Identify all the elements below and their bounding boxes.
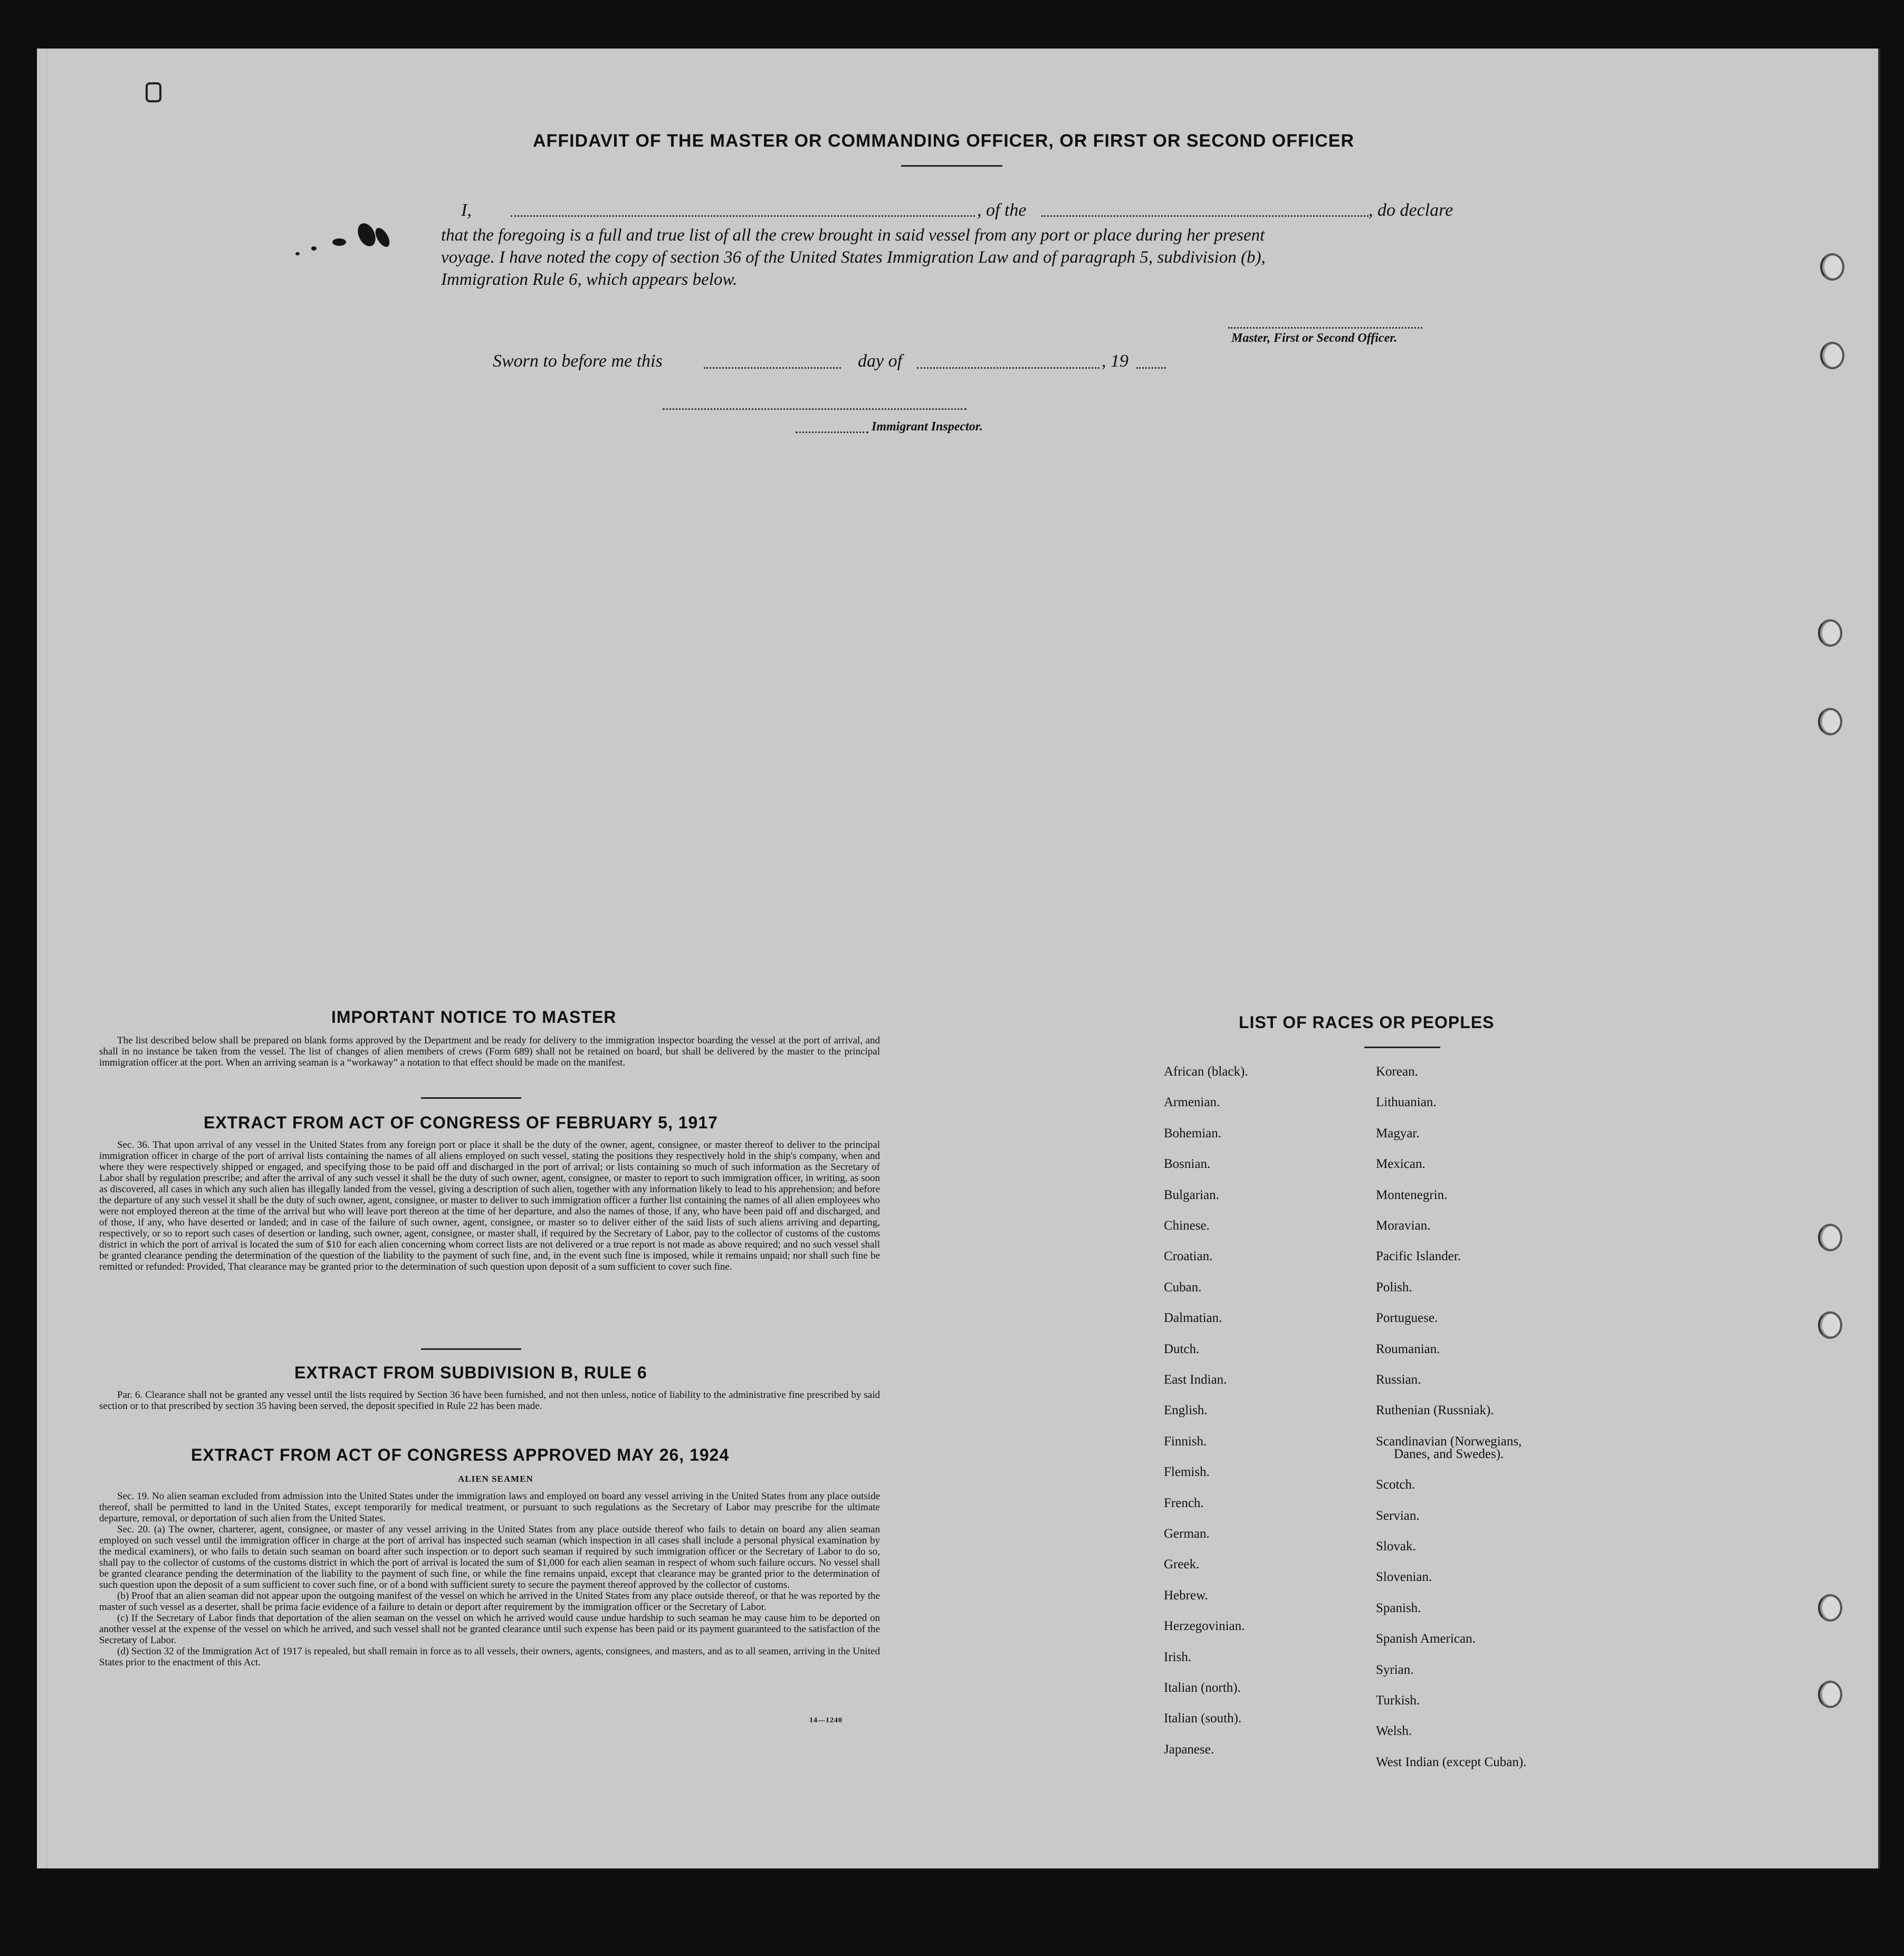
race-item: Russian. — [1376, 1373, 1421, 1387]
title-divider — [901, 165, 1002, 167]
race-item: Korean. — [1376, 1065, 1418, 1079]
year-label: , 19 — [1102, 351, 1128, 371]
day-of-label: day of — [858, 351, 903, 371]
extract-1924-paragraph: Sec. 20. (a) The owner, charterer, agent, consignee, or master of any vessel arriving in the United States from any place outside thereof who fails to detain on board any alien seaman employed on such vessel until the immigration officer in charge at the port of arrival has inspected such seaman (which inspection in all cases shall include a personal physical examination by the medical examiners), or who fails to detain such seaman on board after such inspection or to deport such seaman if required by such immigration officer or the Secretary of Labor to do so, shall pay to the collector of customs of the customs district in which the port of arrival is located the sum of $1,000 for each alien seaman in respect of whom such failure occurs. No vessel shall be granted clearance pending the determination of the liability to the payment of such fine, or while the fine remains unpaid, except that clearance may be granted prior to the determination of such question upon the deposit of a sum sufficient to cover such fine, or of a bond with sufficient surety to secure the payment thereof approved by the collector of customs. — [99, 1524, 880, 1590]
race-item: Ruthenian (Russniak). — [1376, 1403, 1494, 1418]
binder-hole-icon — [1818, 619, 1842, 647]
alien-seamen-subtitle: ALIEN SEAMEN — [458, 1474, 533, 1484]
binder-hole-icon — [1818, 1594, 1842, 1622]
race-item: Lithuanian. — [1376, 1095, 1437, 1110]
extract-1917-text: Sec. 36. That upon arrival of any vessel in the United States from any foreign port or place it shall be the duty of the owner, agent, consignee, or master thereof to deliver to the principal immigration officer in charge of the port of arrival lists containing the names of all aliens employed on such vessel, stating the positions they respectively hold in the ship's company, when and where they were respectively shipped or engaged, and specifying those to be paid off and discharged in the port of arrival; or lists containing so much of such information as the Secretary of Labor shall by regulation prescribe; and after the arrival of any such vessel it shall be the duty of such owner, agent, consignee, or master to report to such immigration officer, in writing, as soon as discovered, all cases in which any such alien has illegally landed from the vessel, giving a description of such alien, together with any information likely to lead to his apprehension; and before the departure of any such vessel it shall be the duty of such owner, agent, consignee, or master to deliver to such immigration officer a further list containing the names of all alien employees who were not employed thereon at the time of the arrival but who will leave port thereon at the time of her departure, and also the names of those, if any, who have been paid off and discharged, and of those, if any, who have deserted or landed; and in case of the failure of such owner, agent, consignee, or master so to deliver either of the said lists of such aliens arriving and departing, respectively, or so to report such cases of desertion or landing, such owner, agent, consignee, or master shall, if required by the Secretary of Labor, pay to the collector of customs of the customs district in which the port of arrival is located the sum of $10 for each alien concerning whom correct lists are not delivered or a true report is not made as above required; and no such vessel shall be granted clearance pending the determination of the question of the liability to the payment of such fine, and, in the event such fine is imposed, while it remains unpaid; nor shall such fine be remitted or refunded: Provided, That clearance may be granted prior to the determination of such question upon deposit of a sum sufficient to cover such fine. — [99, 1139, 880, 1272]
declarant-name-field[interactable] — [511, 215, 975, 217]
sworn-year-field[interactable] — [1136, 367, 1166, 369]
race-item: Croatian. — [1164, 1249, 1213, 1264]
race-item: Italian (south). — [1164, 1711, 1242, 1726]
race-item: Scotch. — [1376, 1478, 1415, 1492]
race-item: Spanish. — [1376, 1600, 1421, 1615]
race-item: Japanese. — [1164, 1742, 1214, 1757]
race-item: Bohemian. — [1164, 1126, 1222, 1140]
race-item: Flemish. — [1164, 1465, 1210, 1480]
binder-hole-icon — [1820, 253, 1844, 281]
race-item: Welsh. — [1376, 1724, 1412, 1739]
declarant-label: I, — [461, 200, 472, 220]
race-item: French. — [1164, 1495, 1204, 1510]
race-item: Montenegrin. — [1376, 1187, 1448, 1202]
race-item: Roumanian. — [1376, 1341, 1440, 1356]
master-signature-field[interactable] — [1228, 327, 1422, 329]
sworn-month-field[interactable] — [917, 367, 1099, 369]
race-item: African (black). — [1164, 1065, 1248, 1079]
binder-hole-icon — [1818, 1224, 1842, 1251]
race-item: Servian. — [1376, 1508, 1420, 1523]
races-title: LIST OF RACES OR PEOPLES — [1239, 1013, 1495, 1032]
race-item: Finnish. — [1164, 1434, 1207, 1449]
race-item: Syrian. — [1376, 1662, 1414, 1677]
page-marking-icon — [142, 80, 169, 101]
race-item: Cuban. — [1164, 1280, 1202, 1295]
affidavit-line-3: voyage. I have noted the copy of section 36 of the United States Immigration Law and of paragraph 5, subdivision (b), — [441, 248, 1266, 267]
race-item: Moravian. — [1376, 1219, 1431, 1233]
inspector-signature-field[interactable] — [663, 408, 967, 410]
affidavit-line-2: that the foregoing is a full and true list of all the crew brought in said vessel from any port or place during her present — [441, 226, 1265, 245]
extract-1924-paragraph: (c) If the Secretary of Labor finds that deportation of the alien seaman on the vessel on which he arrived would cause undue hardship to such seaman he may cause him to be deported on another vessel at the expense of the vessel on which he arrived, and such vessel shall not be granted clearance until such expense has been paid or its payment guaranteed to the satisfaction of the Secretary of Labor. — [99, 1613, 880, 1646]
race-item: Mexican. — [1376, 1157, 1425, 1172]
race-item: Scandinavian (Norwegians, — [1376, 1434, 1522, 1449]
of-the-label: , of the — [977, 200, 1027, 220]
vessel-name-field[interactable] — [1041, 215, 1369, 217]
form-number: 14—1240 — [809, 1717, 843, 1724]
extract-1924-title: EXTRACT FROM ACT OF CONGRESS APPROVED MAY 26, 1924 — [191, 1445, 730, 1464]
binder-hole-icon — [1818, 708, 1842, 735]
race-item: Magyar. — [1376, 1126, 1420, 1140]
race-item: Spanish American. — [1376, 1632, 1476, 1646]
extract-1924-paragraph: (d) Section 32 of the Immigration Act of 1917 is repealed, but shall remain in force as to all vessels, their owners, agents, consignees, and masters, and as to all seamen, arriving in the United States prior to the enactment of this Act. — [99, 1646, 880, 1668]
sworn-label: Sworn to before me this — [493, 351, 663, 371]
race-item: East Indian. — [1164, 1373, 1227, 1387]
race-item: Bosnian. — [1164, 1157, 1211, 1172]
extract-1917-title: EXTRACT FROM ACT OF CONGRESS OF FEBRUARY 5, 1917 — [204, 1113, 718, 1132]
notice-text: The list described below shall be prepared on blank forms approved by the Department and be ready for delivery to the immigration inspector boarding the vessel at the port of arrival, and shall in no instance be taken from the vessel. The list of changes of alien members of crews (Form 689) shall not be retained on board, but shall be delivered by the master to the principal immigration officer at the port. When an arriving seaman is a “workaway” a notation to that effect should be made on the manifest. — [99, 1035, 880, 1068]
race-item: Italian (north). — [1164, 1681, 1241, 1695]
race-item: Herzegovinian. — [1164, 1619, 1245, 1634]
page-fold-edge — [46, 49, 47, 1868]
affidavit-title: AFFIDAVIT OF THE MASTER OR COMMANDING OFFICER, OR FIRST OR SECOND OFFICER — [533, 131, 1354, 151]
affidavit-line-4: Immigration Rule 6, which appears below. — [441, 270, 738, 289]
ink-smudge-icon — [290, 217, 406, 281]
binder-hole-icon — [1818, 1681, 1842, 1708]
inspector-signature-label: Immigrant Inspector. — [872, 420, 983, 434]
notice-title: IMPORTANT NOTICE TO MASTER — [331, 1008, 617, 1027]
inspector-signature-prefix — [796, 432, 868, 433]
section-divider — [421, 1348, 521, 1350]
races-divider — [1364, 1047, 1440, 1048]
extract-1924-paragraph: (b) Proof that an alien seaman did not appear upon the outgoing manifest of the vessel on which he arrived in the United States from any place outside thereof, or that he was reported by the master of such vessel as a deserter, shall be prima facie evidence of a failure to detain or deport after requirement by the immigration officer or the Secretary of Labor. — [99, 1590, 880, 1613]
race-item: English. — [1164, 1403, 1208, 1418]
section-divider — [421, 1097, 521, 1099]
race-item: Bulgarian. — [1164, 1187, 1219, 1202]
race-item: Slovak. — [1376, 1539, 1416, 1554]
extract-1924-text — [99, 1491, 880, 1668]
race-item: Polish. — [1376, 1280, 1412, 1295]
race-item: Danes, and Swedes). — [1394, 1446, 1504, 1461]
extract-1924-paragraph: Sec. 19. No alien seaman excluded from admission into the United States under the immigration laws and employed on board any vessel arriving in the United States from any place outside thereof, shall be permitted to land in the United States, except temporarily for medical treatment, or pursuant to such regulations as the Secretary of Labor may prescribe for the ultimate departure, removal, or deportation of such alien from the United States. — [99, 1491, 880, 1524]
binder-hole-icon — [1818, 1311, 1842, 1339]
race-item: Hebrew. — [1164, 1588, 1208, 1603]
race-item: Portuguese. — [1376, 1311, 1438, 1326]
race-item: Dutch. — [1164, 1341, 1200, 1356]
race-item: Dalmatian. — [1164, 1311, 1222, 1326]
race-item: Turkish. — [1376, 1693, 1420, 1708]
race-item: Slovenian. — [1376, 1570, 1432, 1585]
race-item: German. — [1164, 1527, 1210, 1541]
race-item: Pacific Islander. — [1376, 1249, 1461, 1264]
race-item: Chinese. — [1164, 1219, 1210, 1233]
binder-hole-icon — [1820, 342, 1844, 369]
race-item: Armenian. — [1164, 1095, 1220, 1110]
declare-label: , do declare — [1369, 200, 1453, 220]
subdivision-title: EXTRACT FROM SUBDIVISION B, RULE 6 — [294, 1363, 647, 1382]
subdivision-text: Par. 6. Clearance shall not be granted any vessel until the lists required by Section 36 have been furnished, and not then unless, notice of liability to the administrative fine prescribed by said section or to that prescribed by section 35 having been served, the deposit specified in Rule 22 has been made. — [99, 1389, 880, 1412]
race-item: Irish. — [1164, 1650, 1192, 1664]
race-item: West Indian (except Cuban). — [1376, 1754, 1527, 1769]
race-item: Greek. — [1164, 1557, 1200, 1572]
sworn-day-field[interactable] — [704, 367, 841, 369]
master-signature-label: Master, First or Second Officer. — [1231, 331, 1398, 345]
